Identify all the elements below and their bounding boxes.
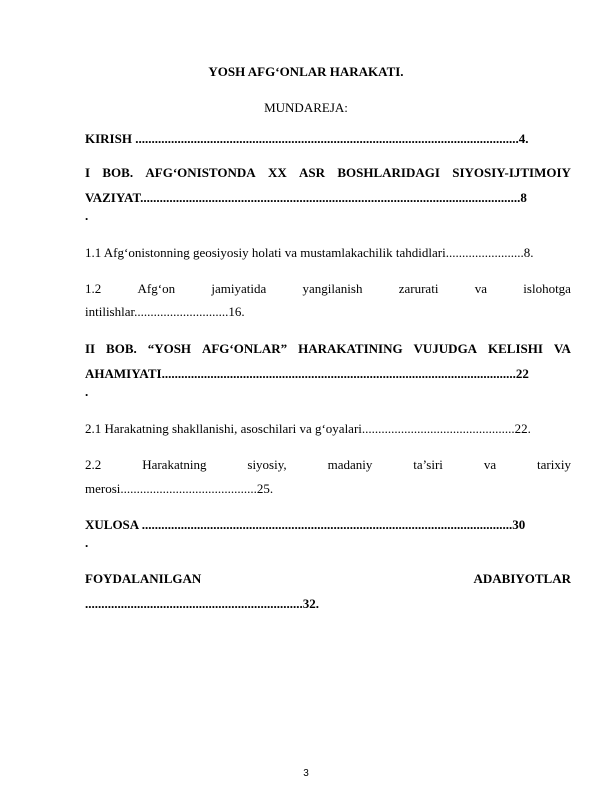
word: zarurati	[398, 281, 439, 296]
toc-entry-1-2-line1[interactable]	[85, 281, 571, 297]
toc-entry-bob1-line2[interactable]: VAZIYAT.....................................................................................................................8	[85, 190, 527, 205]
word: madaniy	[327, 457, 373, 472]
toc-entry-xulosa[interactable]: XULOSA ..................................................................................................................30	[85, 517, 526, 532]
toc-entry-1-1[interactable]: 1.1 Afg‘onistonning geosiyosiy holati va mustamlakachilik tahdidlari........................8.	[85, 245, 534, 260]
word: AFG‘ONISTONDA	[145, 165, 256, 180]
page-number: 3	[303, 768, 309, 779]
word: tarixiy	[537, 457, 571, 472]
toc-entry-2-1[interactable]: 2.1 Harakatning shakllanishi, asoschilari va g‘oyalari...............................................22.	[85, 421, 531, 436]
word: islohotga	[523, 281, 571, 296]
toc-entry-1-2-line2[interactable]: intilishlar.............................16.	[85, 304, 245, 319]
word: yangilanish	[302, 281, 363, 296]
word: BOB.	[106, 341, 137, 356]
word: Harakatning	[142, 457, 207, 472]
word: HARAKATINING	[298, 341, 403, 356]
word: ta’siri	[413, 457, 443, 472]
word: ASR	[299, 165, 326, 180]
word: VUJUDGA	[413, 341, 478, 356]
toc-entry-bob1-line1[interactable]	[85, 165, 571, 181]
contents-heading: MUNDAREJA:	[264, 100, 348, 115]
toc-entry-kirish[interactable]: KIRISH ......................................................................................................................4.	[85, 131, 529, 146]
word: va	[474, 281, 487, 296]
word: I	[85, 165, 91, 180]
word: “YOSH	[147, 341, 192, 356]
word: KELISHI	[488, 341, 543, 356]
toc-entry-bob2-line2[interactable]: AHAMIYATI.............................................................................................................22	[85, 366, 529, 381]
toc-stray-dot: .	[85, 535, 89, 550]
document-title: YOSH AFG‘ONLAR HARAKATI.	[208, 64, 404, 79]
toc-entry-bob2-line1[interactable]	[85, 341, 571, 357]
word: BOB.	[102, 165, 134, 180]
word: 1.2	[85, 281, 102, 296]
toc-stray-dot: .	[85, 384, 89, 399]
toc-entry-2-2-line1[interactable]	[85, 457, 571, 473]
toc-entry-foydalanilgan-line1[interactable]	[85, 571, 571, 587]
toc-entry-2-2-line2[interactable]: merosi..........................................25.	[85, 481, 274, 496]
word: va	[483, 457, 497, 472]
word: siyosiy,	[247, 457, 287, 472]
toc-entry-foydalanilgan-line2[interactable]: ...................................................................32.	[85, 596, 319, 611]
word: II	[85, 341, 96, 356]
word: AFG‘ONLAR”	[201, 341, 288, 356]
word: XX	[267, 165, 287, 180]
word: FOYDALANILGAN	[85, 571, 202, 586]
word: ADABIYOTLAR	[473, 571, 571, 586]
word: Afg‘on	[137, 281, 176, 296]
word: BOSHLARIDAGI	[337, 165, 440, 180]
word: SIYOSIY-IJTIMOIY	[452, 165, 571, 180]
toc-stray-dot: .	[85, 208, 89, 223]
word: jamiyatida	[211, 281, 267, 296]
word: VA	[553, 341, 571, 356]
word: 2.2	[85, 457, 102, 472]
